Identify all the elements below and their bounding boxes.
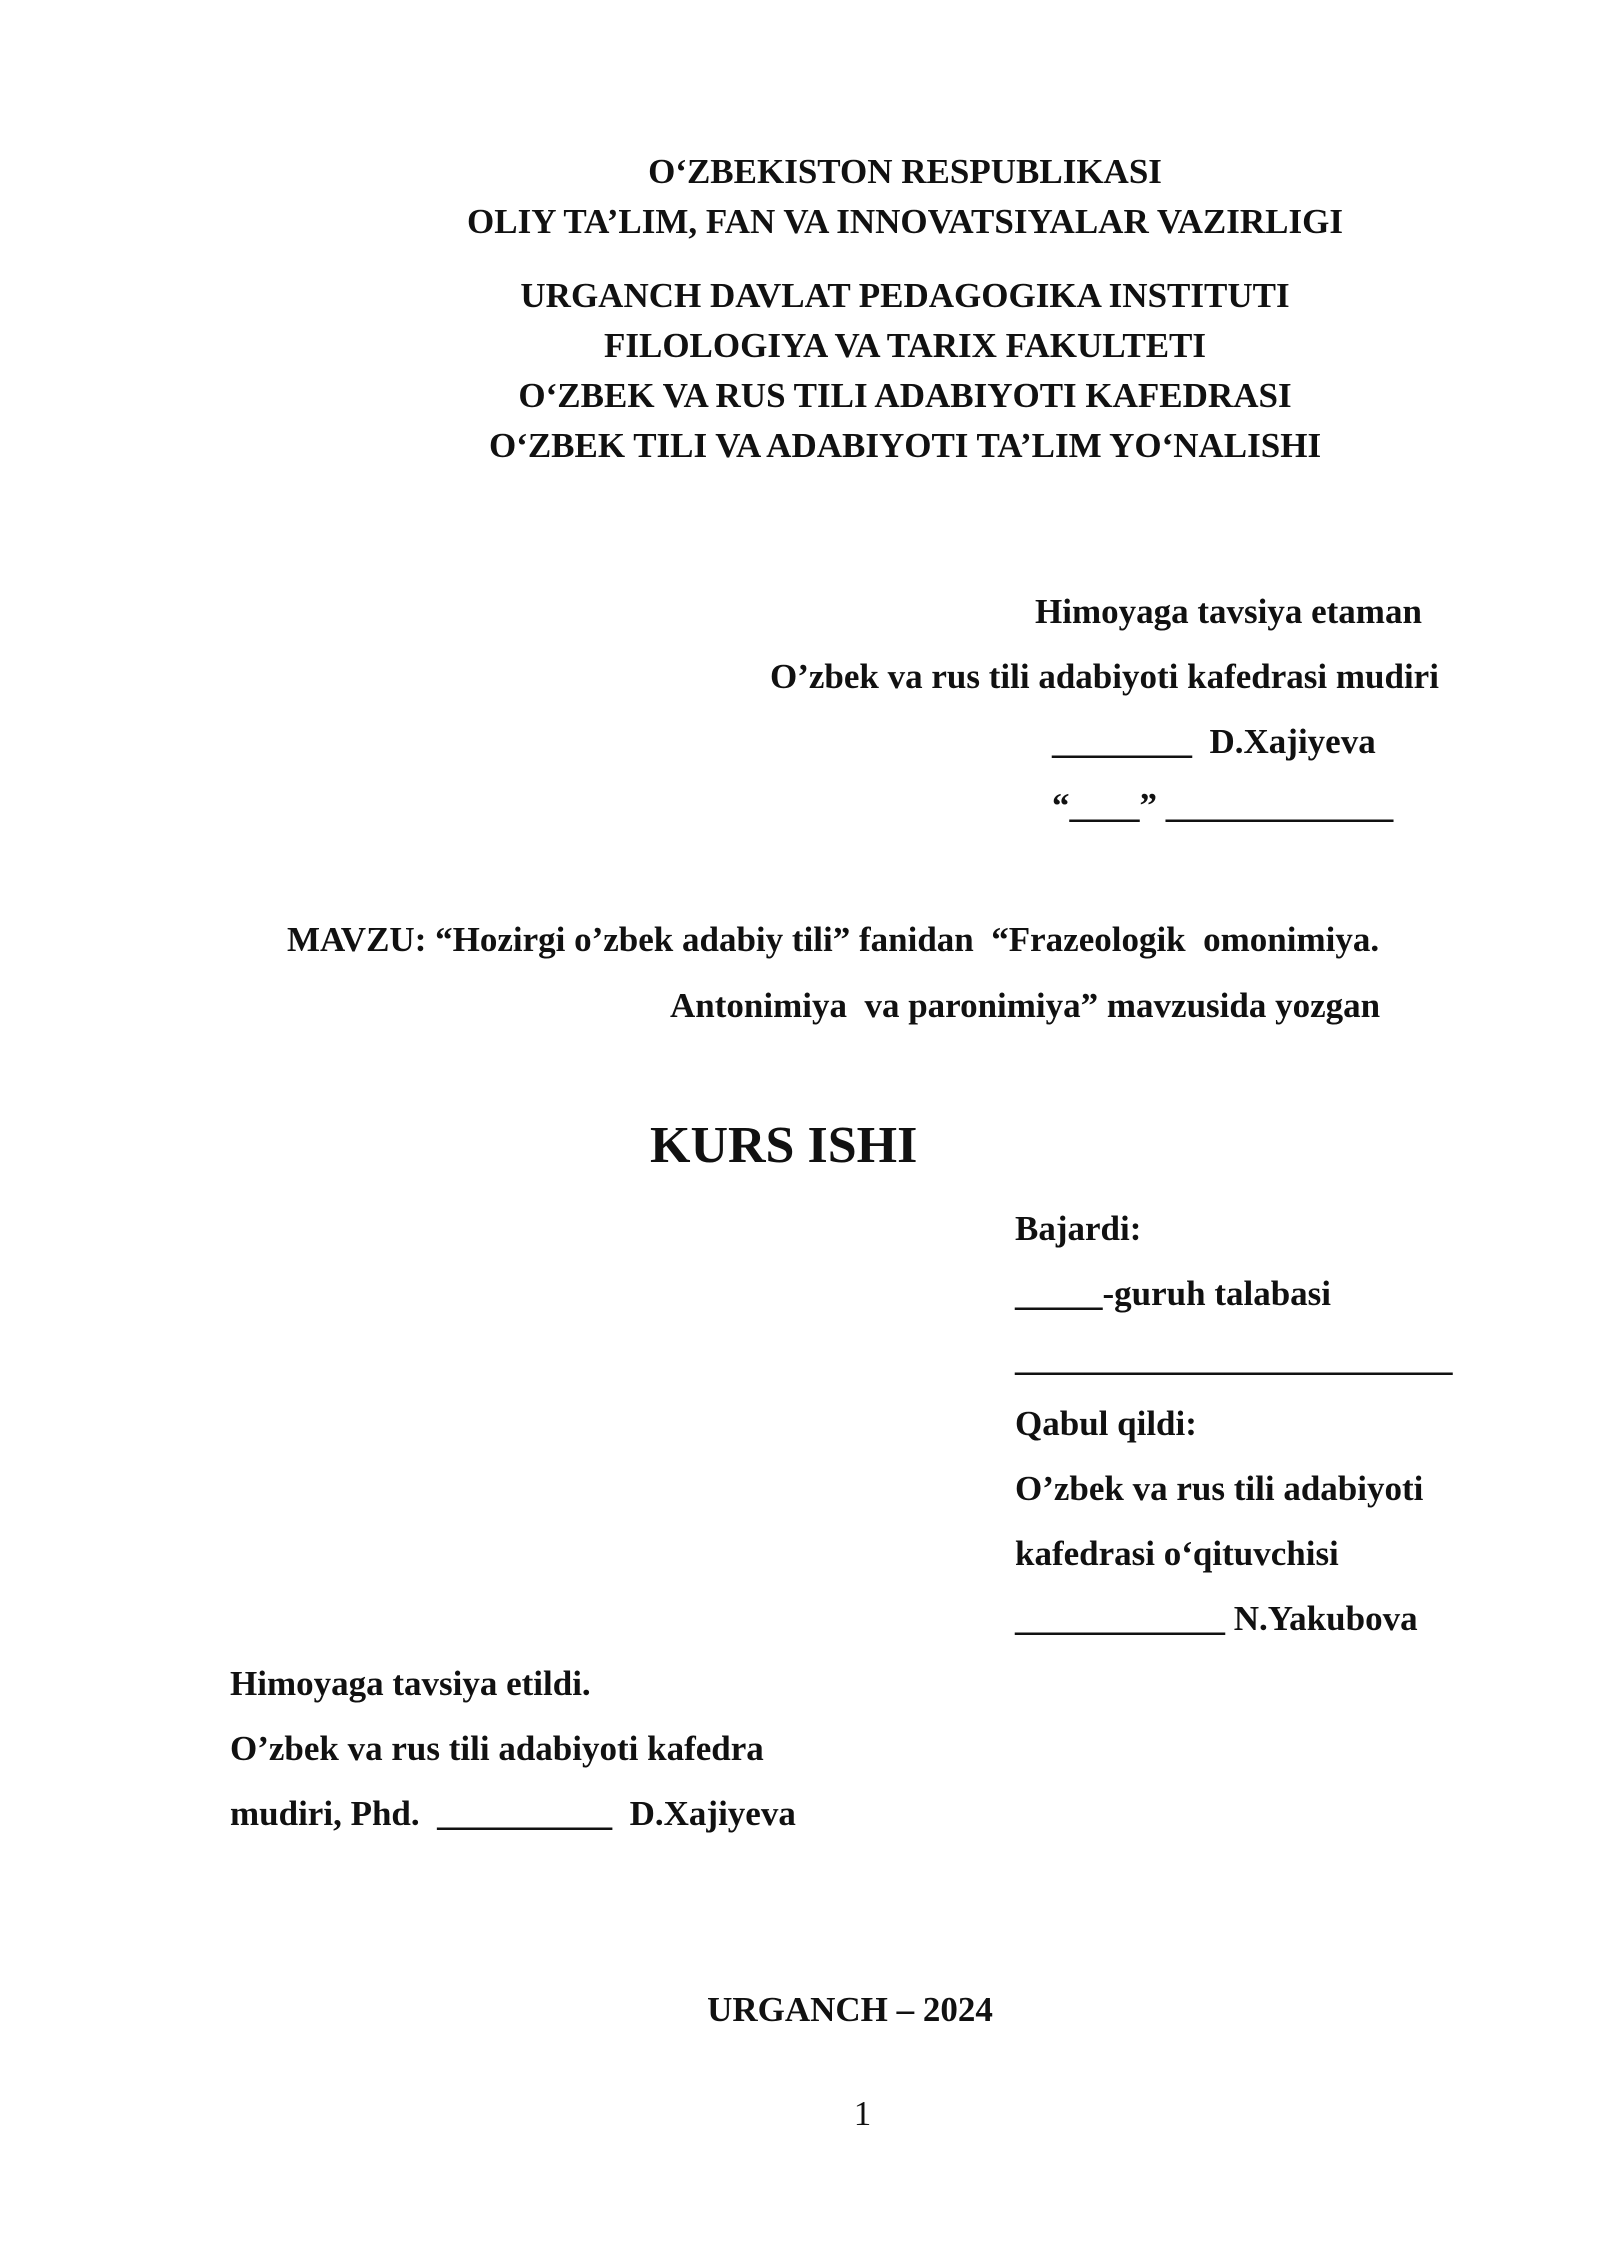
performer-label: Bajardi: <box>1015 1209 1142 1248</box>
ministry-name-line: OLIY TA’LIM, FAN VA INNOVATSIYALAR VAZIRLIGI <box>467 202 1343 241</box>
institute-name-line: URGANCH DAVLAT PEDAGOGIKA INSTITUTI <box>520 276 1290 315</box>
program-name-line: O‘ZBEK TILI VA ADABIYOTI TA’LIM YO‘NALISHI <box>488 426 1322 465</box>
topic-line-2: Antonimiya va paronimiya” mavzusida yozgan <box>670 986 1381 1025</box>
topic-line-1: MAVZU: “Hozirgi o’zbek adabiy tili” fanidan “Frazeologik omonimiya. <box>287 920 1380 959</box>
receiver-signature-line: ____________ N.Yakubova <box>1015 1599 1418 1638</box>
receiver-department-line: O’zbek va rus tili adabiyoti <box>1015 1469 1424 1508</box>
performer-group-line: _____-guruh talabasi <box>1015 1274 1332 1313</box>
approval-position-line: O’zbek va rus tili adabiyoti kafedrasi mudiri <box>770 657 1439 696</box>
approval-date-line: “____” _____________ <box>1052 786 1394 825</box>
recommended-line-2: O’zbek va rus tili adabiyoti kafedra <box>230 1729 764 1768</box>
document-title: KURS ISHI <box>650 1117 918 1174</box>
recommended-line-1: Himoyaga tavsiya etildi. <box>230 1664 591 1703</box>
receiver-label: Qabul qildi: <box>1015 1404 1197 1443</box>
faculty-name-line: FILOLOGIYA VA TARIX FAKULTETI <box>603 326 1207 365</box>
performer-name-line: _________________________ <box>1015 1339 1453 1378</box>
approval-recommend-line: Himoyaga tavsiya etaman <box>1035 592 1422 631</box>
department-name-line: O‘ZBEK VA RUS TILI ADABIYOTI KAFEDRASI <box>518 376 1292 415</box>
receiver-position-line: kafedrasi o‘qituvchisi <box>1015 1534 1339 1573</box>
ministry-country-line: O‘ZBEKISTON RESPUBLIKASI <box>648 152 1162 191</box>
approval-signature-line: ________ D.Xajiyeva <box>1052 722 1376 761</box>
city-year-line: URGANCH – 2024 <box>707 1990 993 2029</box>
recommended-signature-line: mudiri, Phd. __________ D.Xajiyeva <box>230 1794 796 1833</box>
page-number: 1 <box>853 2094 872 2133</box>
